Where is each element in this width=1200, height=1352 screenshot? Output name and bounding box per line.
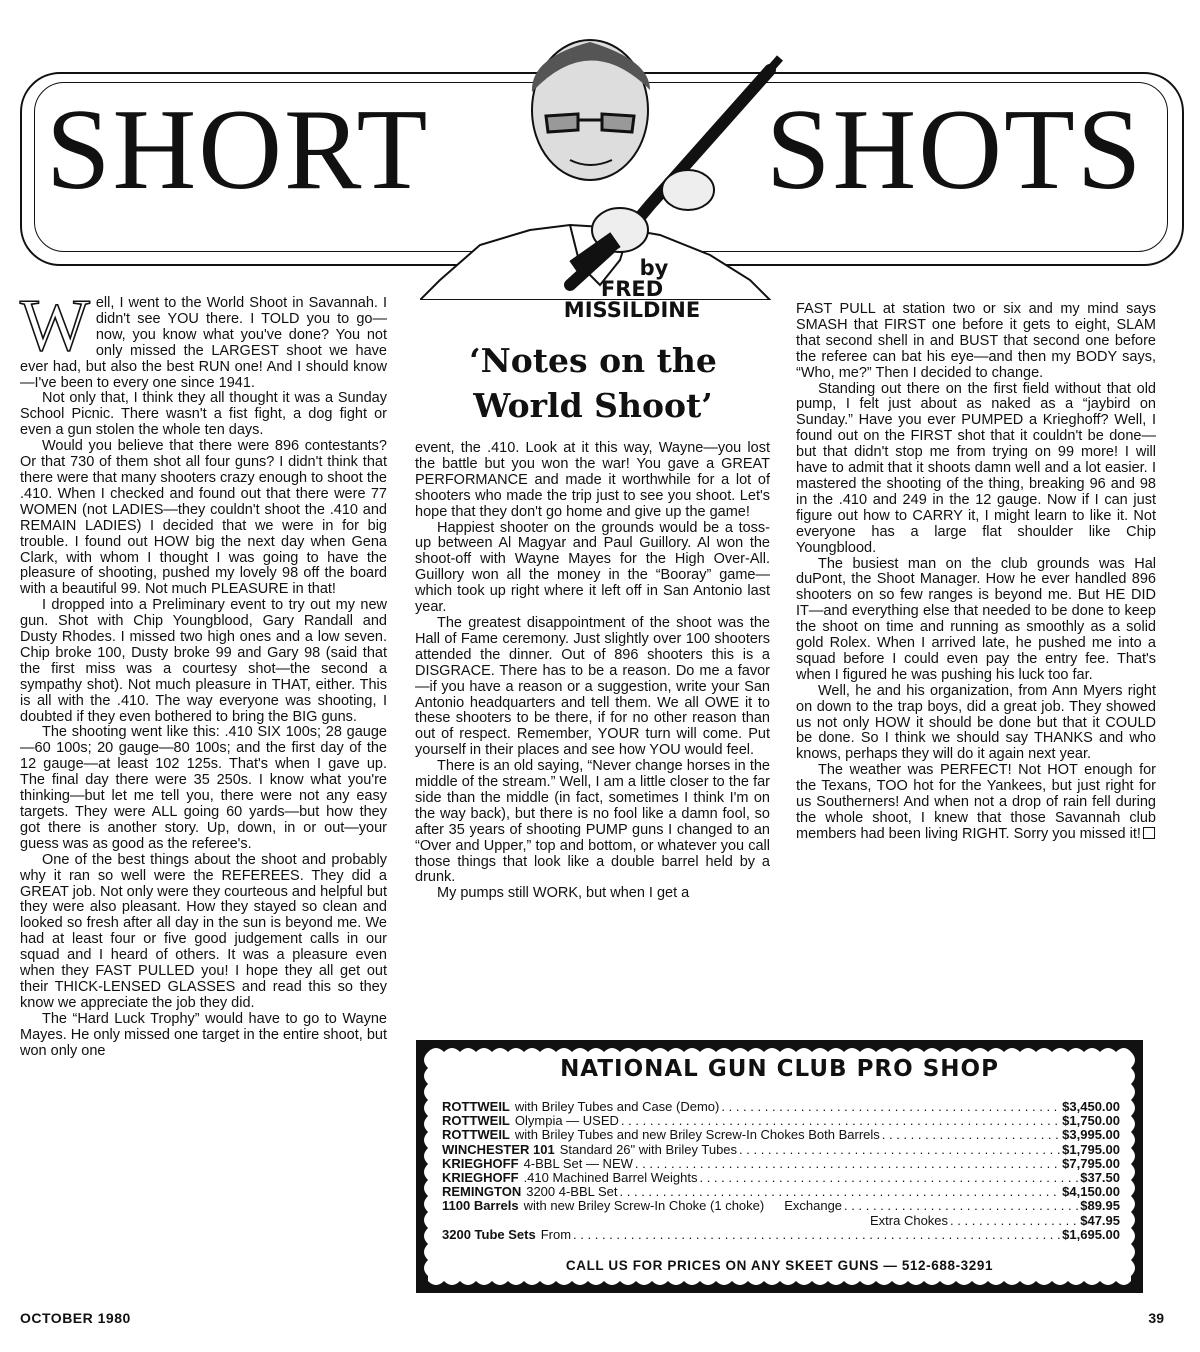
item-brand: ROTTWEIL [442,1127,510,1143]
paragraph: The “Hard Luck Trophy” would have to go to Wayne Mayes. He only missed one target in the entire shoot, but won only one [20,1010,387,1059]
paragraph: My pumps still WORK, but when I get a [437,885,690,902]
item-price: $7,795.00 [1062,1155,1120,1171]
leader-dots [882,1128,1060,1142]
item-description: From [540,1226,572,1242]
item-description: .410 Machined Barrel Weights [523,1170,698,1186]
article-column-2 [415,441,770,902]
price-row [442,1157,1120,1171]
paragraph: FAST PULL at station two or six and my mind says SMASH that FIRST one before it gets to eight, SLAM that second shell in and BUST that second one before the referee can bat his eye—and then my BODY says, “Who, me?” Then I decided to change. [796,301,1156,381]
price-row [442,1214,1120,1228]
paragraph: One of the best things about the shoot and probably why it ran so well were the REFEREES. They did a GREAT job. Not only were they courteous and helpful but they were also pleasant. How they stayed so clean and looked so fresh after all day in the sun is beyond me. We had at least four or five good judgement calls in our squad and I heard of others. It was a pleasure even when they FAST PULLED you! I hope they all get out their THICK-LENSED GLASSES and read this so they know we appreciate the job they did. [20,851,388,1011]
byline-by: by [639,256,669,280]
item-price: $3,450.00 [1062,1099,1120,1114]
item-option: Extra Chokes [870,1212,949,1228]
paragraph: I dropped into a Preliminary event to try out my new gun. Shot with Chip Youngblood, Gary Randall and Dusty Rhodes. I missed two high ones and a low seven. Chip broke 100, Dusty broke 99 and Gary 98 (said that the first miss was a courtesy shot—the second a sympathy shot). Not much pleasure in THAT, either. This is all with the .410. The way everyone was shooting, I doubted if they even bothered to bring the BIG guns. [20,597,387,725]
leader-dots [739,1143,1060,1157]
paragraph: event, the .410. Look at it this way, Wayne—you lost the battle but you won the war! You gave a GREAT PERFORMANCE and made it worthwhile for a lot of shooters who made the trip just to see you shoot. Let's hope that they don't go home and give up the game! [415,440,770,520]
paragraph: The busiest man on the club grounds was Hal duPont, the Shoot Manager. How he ever handled 896 shooters on so few ranges is beyond me. But HE DID IT—and everything else that needed to be done to keep the shoot on time and running as smoothly as a solid gold Rolex. When I arrived late, he pushed me into a squad before I could even pay the entry fee. That's when I figured he was pushing his luck too far. [796,555,1156,683]
item-description: 4-BBL Set — NEW [523,1155,633,1171]
byline [544,258,720,321]
item-brand: ROTTWEIL [442,1099,510,1114]
item-price: $47.95 [1080,1212,1120,1228]
ad-call-to-action: CALL US FOR PRICES ON ANY SKEET GUNS — 512-688-3291 [565,1258,994,1273]
title-shots: SHOTS [766,86,1144,214]
item-option: Exchange [784,1198,843,1214]
paragraph: Happiest shooter on the grounds would be a toss-up between Al Magyar and Paul Guillory. Al won the shoot-off with Wayne Mayes for the High Over-All. Guillory won all the money in the “Booray” game—which took up right where it left off in San Antonio last year. [415,519,770,616]
item-brand: REMINGTON [442,1184,522,1200]
item-brand: 3200 Tube Sets [442,1226,536,1242]
article-column-1 [20,285,388,1060]
paragraph [796,763,1156,843]
price-row [442,1143,1120,1157]
item-price: $4,150.00 [1062,1184,1120,1200]
item-brand: 1100 Barrels [442,1198,519,1214]
leader-dots [620,1185,1061,1199]
headline-line-1: ‘Notes on the [469,341,717,380]
item-price: $1,795.00 [1062,1141,1120,1157]
leader-dots [699,1171,1078,1185]
paragraph [20,285,387,391]
author-last-name: MISSILDINE [563,298,701,322]
price-row [442,1199,1120,1213]
item-description: with Briley Tubes and new Briley Screw-In Chokes Both Barrels [514,1127,880,1143]
item-brand: KRIEGHOFF [442,1155,519,1171]
price-row [442,1114,1120,1128]
end-mark-icon [1143,827,1155,839]
price-row [442,1128,1120,1142]
issue-date: OCTOBER 1980 [20,1310,131,1326]
leader-dots [721,1100,1060,1114]
ad-title: NATIONAL GUN CLUB PRO SHOP [560,1056,999,1082]
item-description: with Briley Tubes and Case (Demo) [514,1099,720,1114]
price-row [442,1100,1120,1114]
paragraph: Standing out there on the first field without that old pump, I felt just about as naked as a “jaybird on Sunday.” Have you ever PUMPED a Krieghoff? Well, I found out on the FIRST shot that it couldn't be done—but that didn't stop me from trying on 99 more! I will have to admit that it shoots damn well and a lot easier. I mastered the shooting of the thing, breaking 96 and 98 in the .410 and 249 in the 12 gauge. Now if I can just figure out how to CARRY it, I might learn to like it. Not everyone has a large flat shoulder like Chip Youngblood. [796,380,1156,556]
paragraph-text: The weather was PERFECT! Not HOT enough for the Texans, TOO hot for the Yankees, but just right for us Southerners! And when not a drop of rain fell during the whole shoot, I knew that those Savannah club members had been living RIGHT. Sorry you missed it! [796,762,1156,842]
headline-line-2: World Shoot’ [473,386,713,425]
title-short: SHORT [46,86,430,214]
leader-dots [844,1199,1078,1213]
item-description: Standard 26" with Briley Tubes [559,1141,738,1157]
item-price: $89.95 [1080,1198,1120,1214]
price-row [442,1171,1120,1185]
article-headline [412,338,774,428]
leader-dots [621,1114,1060,1128]
paragraph: The shooting went like this: .410 SIX 100s; 28 gauge—60 100s; 20 gauge—80 100s; and the first day of the 12 gauge—at least 102 125s. That's when I gave up. The final day there were 35 250s. I know what you're thinking—but let me tell you, there were not any easy targets. They were ALL going 60 yards—but how they got there is another story. Up, down, in or out—your guess was as good as the referee's. [20,724,387,852]
item-brand: ROTTWEIL [442,1113,510,1129]
item-price: $1,750.00 [1062,1113,1120,1129]
item-price: $3,995.00 [1062,1127,1120,1143]
price-row [442,1228,1120,1242]
paragraph: Not only that, I think they all thought it was a Sunday School Picnic. There wasn't a fist fight, a dog fight or even a gun stolen the whole ten days. [20,390,387,439]
drop-cap: W [20,285,90,367]
page-number: 39 [1148,1310,1164,1326]
price-list [442,1100,1120,1242]
price-row [442,1185,1120,1199]
leader-dots [950,1214,1078,1228]
item-brand: KRIEGHOFF [442,1170,519,1186]
paragraph: The greatest disappointment of the shoot was the Hall of Fame ceremony. Just slightly over 100 shooters attended the dinner. Out of 896 shooters this is a DISGRACE. There has to be a reason. Do me a favor—if you have a reason or a suggestion, write your San Antonio headquarters and tell them. We all OWE it to these shooters to be there, if for no other reason than out of respect. Remember, YOUR turn will come. Put yourself in their places and see how YOU would feel. [415,614,770,759]
item-price: $1,695.00 [1062,1226,1120,1242]
paragraph: Would you believe that there were 896 contestants? Or that 730 of them shot all four guns? I didn't think that there were that many shooters crazy enough to shoot the .410. When I checked and found out that there were 77 WOMEN (not LADIES—they couldn't shoot the .410 and REMAIN LADIES) I decided that we were in for big trouble. I found out HOW big the next day when Gena Clark, with whom I thought I was going to have the pleasure of shooting, pushed my lovely 98 off the board with a beautiful 99. Not much PLEASURE in that! [20,438,387,598]
paragraph: Well, he and his organization, from Ann Myers right on down to the trap boys, did a great job. They showed us not only HOW it should be done but that it COULD be done. So I think we should say THANKS and who knows, perhaps they will do it again next year. [796,682,1156,763]
paragraph-text: ell, I went to the World Shoot in Savannah. I didn't see YOU there. I TOLD you to go—now, you know what you've done? You not only missed the LARGEST shoot we have ever had, but also the best RUN one! And I should know—I've been to every one since 1941. [20,295,387,391]
item-description: 3200 4-BBL Set [526,1184,618,1200]
item-price: $37.50 [1080,1170,1120,1186]
item-description: with new Briley Screw-In Choke (1 choke) [523,1198,765,1214]
paragraph: There is an old saying, “Never change horses in the middle of the stream.” Well, I am a little closer to the far side than the middle (in fact, sometimes I think I'm on the way back), but there is no fool like a damn fool, so after 35 years of shooting PUMP guns I changed to an “Over and Upper,” top and bottom, or whatever you call those things that look like a double barrel held by a drunk. [415,758,770,886]
leader-dots [635,1157,1060,1171]
leader-dots [573,1228,1060,1242]
item-description: Olympia — USED [514,1113,619,1129]
author-first-name: FRED [600,277,664,301]
article-column-3 [796,302,1156,843]
item-brand: WINCHESTER 101 [442,1141,555,1157]
